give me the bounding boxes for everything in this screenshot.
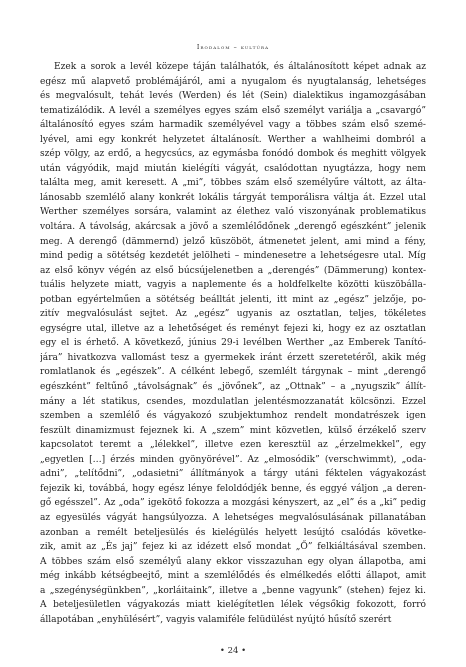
text-line: szép völgy, az erdő, a hegycsúcs, az egymásba fonódó dombok és meghitt völgyek (40, 149, 426, 160)
text-line: zitív megvalósulást sejtet. Az „egész” ugyanis az osztatlan, teljes, tökéletes (40, 309, 426, 320)
text-line: mány a lét statikus, csendes, mozdulatlan jelentésmozzanatát kölcsönzi. Ezzel (40, 396, 426, 407)
text-line: A beteljesületlen vágyakozás miatt kielégítetlen lélek végsőkig fokozott, forró (40, 600, 426, 611)
text-line: állapotában „enyhülésért”, vagyis valamiféle felüdülést nyújtó hűsítő szerért (40, 614, 392, 625)
text-line: mind pedig a sötétség kezdetét jelölheti – mindenesetre a lehetségesre utal. Míg (40, 251, 426, 262)
text-line: általánosító egyes szám harmadik személyével vagy a többes szám első szemé- (40, 120, 426, 131)
text-line: fejezik ki, továbbá, hogy egész lénye feloldódjék benne, és eggyé váljon „a deren- (40, 483, 426, 494)
text-line: egy el is érhető. A következő, június 29-i levélben Werther „az Emberek Tanító- (40, 338, 426, 349)
text-line: A többes szám első személyű alany ekkor visszazuhan egy olyan állapotba, ami (40, 556, 426, 567)
text-line: potban egyértelműen a sötétség beálltát jelenti, itt mint az „egész” jelzője, po- (40, 294, 426, 305)
page-number: • 24 • (219, 646, 247, 656)
text-line: után vágyódik, majd miután kielégíti vágyát, csalódottan nyugtázza, hogy nem (40, 163, 426, 174)
text-line: szemben a szemlélő és vágyakozó szubjektumhoz rendelt mondatrészek igen (40, 411, 426, 422)
text-line: adni”, „telítődni”, „odasietni” állítmányok a tárgy utáni féktelen vágyakozást (40, 469, 426, 480)
text-line: azonban a remélt beteljesülés és kielégülés helyett lesújtó csalódás követke- (40, 527, 426, 538)
text-line: lánosabb szemlélő alany konkrét lokális tárgyát temporálisra váltja át. Ezzel utal (40, 192, 426, 203)
text-line: kapcsolatot teremt a „lélekkel”, illetve ezen keresztül az „érzelmekkel”, egy (40, 440, 426, 451)
text-line: egészként” feltűnő „távolságnak” és „jövőnek”, az „Ottnak” – a „nyugszik” állít- (40, 382, 426, 393)
text-line: gő egésszel”. Az „oda” igekötő fokozza a mozgási kényszert, az „el” és a „ki” pedig (40, 498, 426, 509)
text-line: feszült dinamizmust fejeznek ki. A „szem” mint közvetlen, külső érzékelő szerv (40, 425, 426, 436)
text-line: az első könyv végén az első búcsújelenetben a „derengés” (Dämmerung) kontex- (40, 265, 426, 276)
text-line: találta meg, amit keresett. A „mi”, többes szám első személyűre váltott, az álta- (40, 178, 426, 189)
text-line: lyével, ami egy konkrét helyzetet általánosít. Werther a wahlheimi dombról a (40, 134, 426, 145)
text-line: romlatlanok és „egészek”. A célként lebegő, szemlélt tárgynak – mint „derengő (40, 367, 426, 378)
text-line: tuális helyzete miatt, vagyis a naplemente és a holdfelkelte közötti küszöbálla- (40, 280, 426, 291)
text-line: tematizálódik. A levél a személyes egyes szám első személyt variálja a „csavargó” (40, 105, 426, 116)
text-line: meg. A derengő (dämmernd) jelző küszöböt, átmenetet jelent, ami mind a fény, (40, 236, 426, 247)
text-line: Werther személyes sorsára, valamint az élethez való viszonyának problematikus (40, 207, 426, 218)
text-line: „egyetlen […] érzés minden gyönyörével”. Az „elmosódik” (verschwimmt), „oda- (40, 454, 426, 465)
text-line: még inkább kétségbeejtő, mint a szemlélődés és elmélkedés előtti állapot, amit (40, 571, 426, 582)
text-line: Ezek a sorok a levél közepe táján találhatók, és általánosított képet adnak az (54, 62, 426, 72)
text-line: és megvalósult, tehát levés (Werden) és lét (Sein) dialektikus ingamozgásában (40, 91, 426, 102)
text-line: jára” hivatkozva vallomást tesz a gyermekek iránt érzett szeretetéről, akik még (40, 352, 426, 363)
text-line: egységre utal, illetve az a lehetőséget és reményt fejezi ki, hogy ez az osztatlan (40, 323, 426, 334)
body-paragraph (40, 60, 426, 627)
text-line: voltára. A távolság, akárcsak a jövő a szemlélődőnek „derengő egészként” jelenik (40, 222, 426, 233)
text-line: zik, amit az „És jaj” fejez ki az idézett első mondat „Ő” felkiáltásával szemben. (40, 542, 426, 553)
running-head: Irodalom – kultúra (196, 44, 270, 51)
text-line: az egyesülés vágyát hangsúlyozza. A lehetséges megvalósulásának pillanatában (40, 512, 426, 523)
text-line: a „szegénységünkben”, „korláitaink”, illetve a „benne vagyunk” (stehen) fejez ki. (40, 585, 426, 596)
text-line: egész mű alapvető problémájáról, ami a nyugalom és nyugtalanság, lehetséges (40, 76, 426, 87)
